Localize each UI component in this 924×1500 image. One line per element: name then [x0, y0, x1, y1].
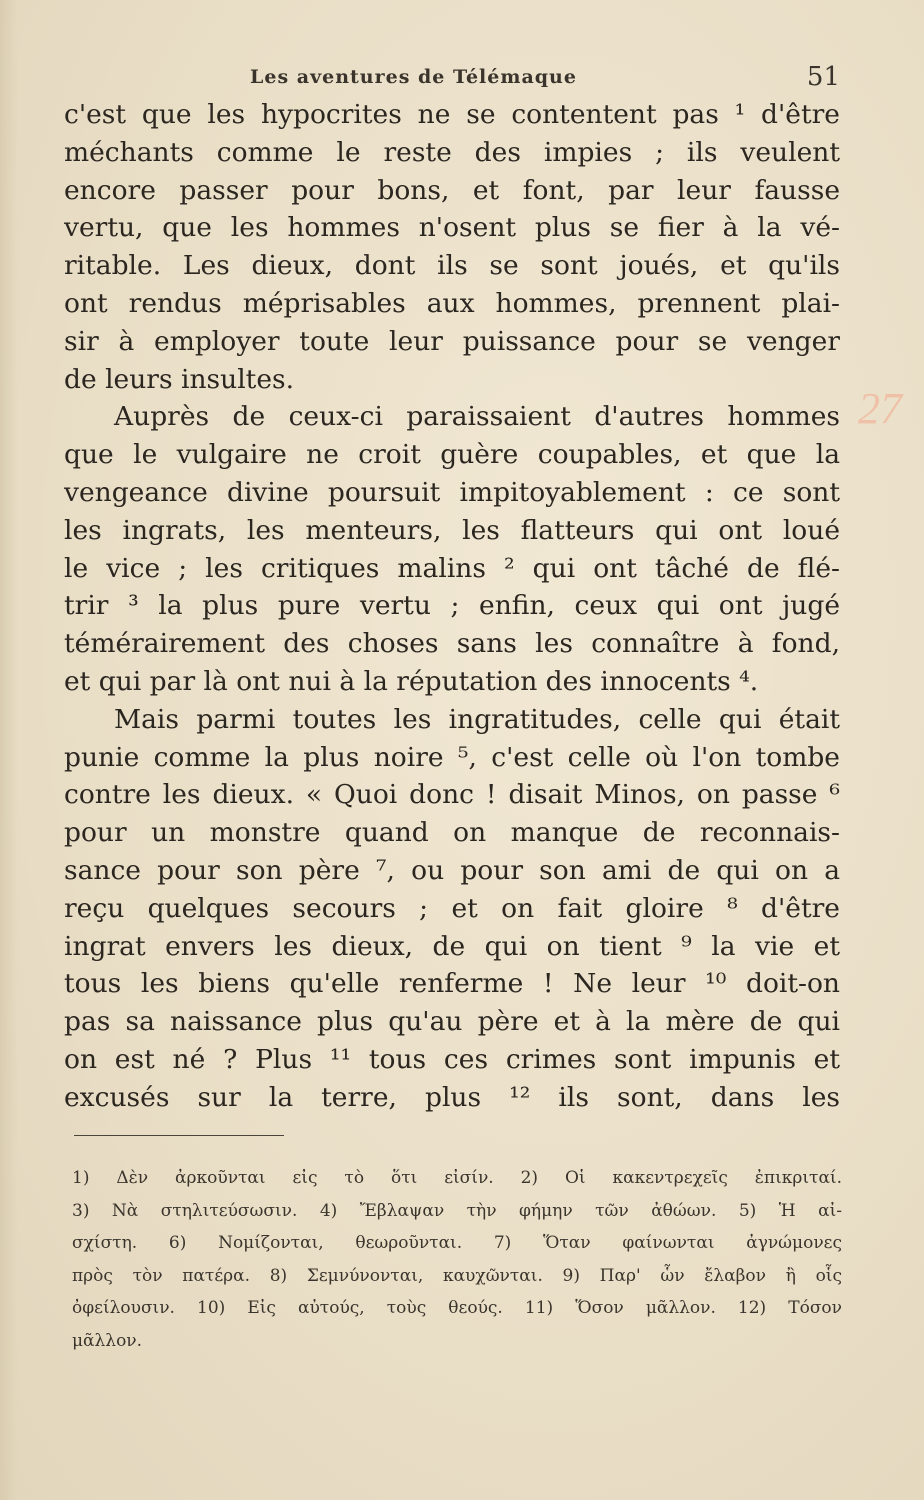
body-text [64, 96, 840, 1117]
footnote-line: ὀφείλουσιν. 10) Εἰς αὐτούς, τοὺς θεούς. 11) Ὅσον μᾶλλον. 12) Τόσον [72, 1298, 842, 1318]
margin-annotation: 27 [858, 384, 902, 433]
text-line: et qui par là ont nui à la réputation des innocents ⁴. [64, 665, 759, 697]
text-line: reçu quelques secours ; et on fait gloire ⁸ d'être [64, 892, 840, 924]
text-line: ritable. Les dieux, dont ils se sont joués, et qu'ils [64, 250, 840, 282]
text-line: sance pour son père ⁷, ou pour son ami de qui on a [64, 854, 840, 886]
text-line: le vice ; les critiques malins ² qui ont tâché de flé- [64, 552, 840, 584]
text-line: trir ³ la plus pure vertu ; enfin, ceux qui ont jugé [64, 590, 840, 622]
text-line: que le vulgaire ne croit guère coupables, et que la [64, 439, 840, 471]
text-line: pour un monstre quand on manque de reconnais- [64, 817, 840, 849]
text-line: ingrat envers les dieux, de qui on tient ⁹ la vie et [64, 930, 840, 962]
footnote-line: σχίστη. 6) Νομίζονται, θεωροῦνται. 7) Ὅταν φαίνωνται ἀγνώμονες [72, 1233, 842, 1253]
footnote-line: πρὸς τὸν πατέρα. 8) Σεμνύνονται, καυχῶνται. 9) Παρ' ὧν ἔλαβον ἢ οἷς [72, 1265, 842, 1286]
footnote-divider [74, 1135, 284, 1136]
text-line: de leurs insultes. [64, 363, 295, 395]
text-line: Auprès de ceux-ci paraissaient d'autres hommes [114, 401, 840, 433]
page-gutter-shadow [0, 0, 18, 1500]
text-line: c'est que les hypocrites ne se contentent pas ¹ d'être [64, 99, 840, 130]
footnote-line: 1) Δὲν ἀρκοῦνται εἰς τὸ ὅτι εἰσίν. 2) Οἱ κακεντρεχεῖς ἐπικριταί. [72, 1168, 842, 1188]
text-line: méchants comme le reste des impies ; ils veulent [64, 136, 840, 168]
running-head-title: Les aventures de Télémaque [250, 66, 577, 88]
text-line: vengeance divine poursuit impitoyablement : ce sont [64, 476, 840, 508]
text-line: pas sa naissance plus qu'au père et à la mère de qui [64, 1006, 840, 1038]
text-line: Mais parmi toutes les ingratitudes, celle qui était [114, 703, 840, 735]
text-line: encore passer pour bons, et font, par leur fausse [64, 174, 840, 206]
text-line: contre les dieux. « Quoi donc ! disait Minos, on passe ⁶ [64, 779, 840, 811]
footnote-line: 3) Νὰ στηλιτεύσωσιν. 4) Ἔβλαψαν τὴν φήμην τῶν ἀθώων. 5) Ἡ αἰ- [72, 1200, 842, 1221]
text-line: excusés sur la terre, plus ¹² ils sont, dans les [64, 1081, 840, 1113]
text-line: tous les biens qu'elle renferme ! Ne leur ¹⁰ doit-on [64, 968, 840, 1000]
text-line: vertu, que les hommes n'osent plus se fier à la vé- [64, 212, 840, 244]
footnote-line: μᾶλλον. [72, 1330, 143, 1351]
running-head [250, 62, 840, 96]
text-line: sir à employer toute leur puissance pour se venger [64, 325, 840, 357]
footnotes [72, 1162, 842, 1357]
text-line: ont rendus méprisables aux hommes, prennent plai- [64, 287, 840, 319]
text-line: les ingrats, les menteurs, les flatteurs qui ont loué [64, 514, 840, 546]
text-line: punie comme la plus noire ⁵, c'est celle où l'on tombe [64, 741, 840, 773]
text-line: témérairement des choses sans les connaître à fond, [64, 628, 840, 660]
text-line: on est né ? Plus ¹¹ tous ces crimes sont impunis et [64, 1043, 840, 1075]
page-number: 51 [806, 62, 840, 92]
